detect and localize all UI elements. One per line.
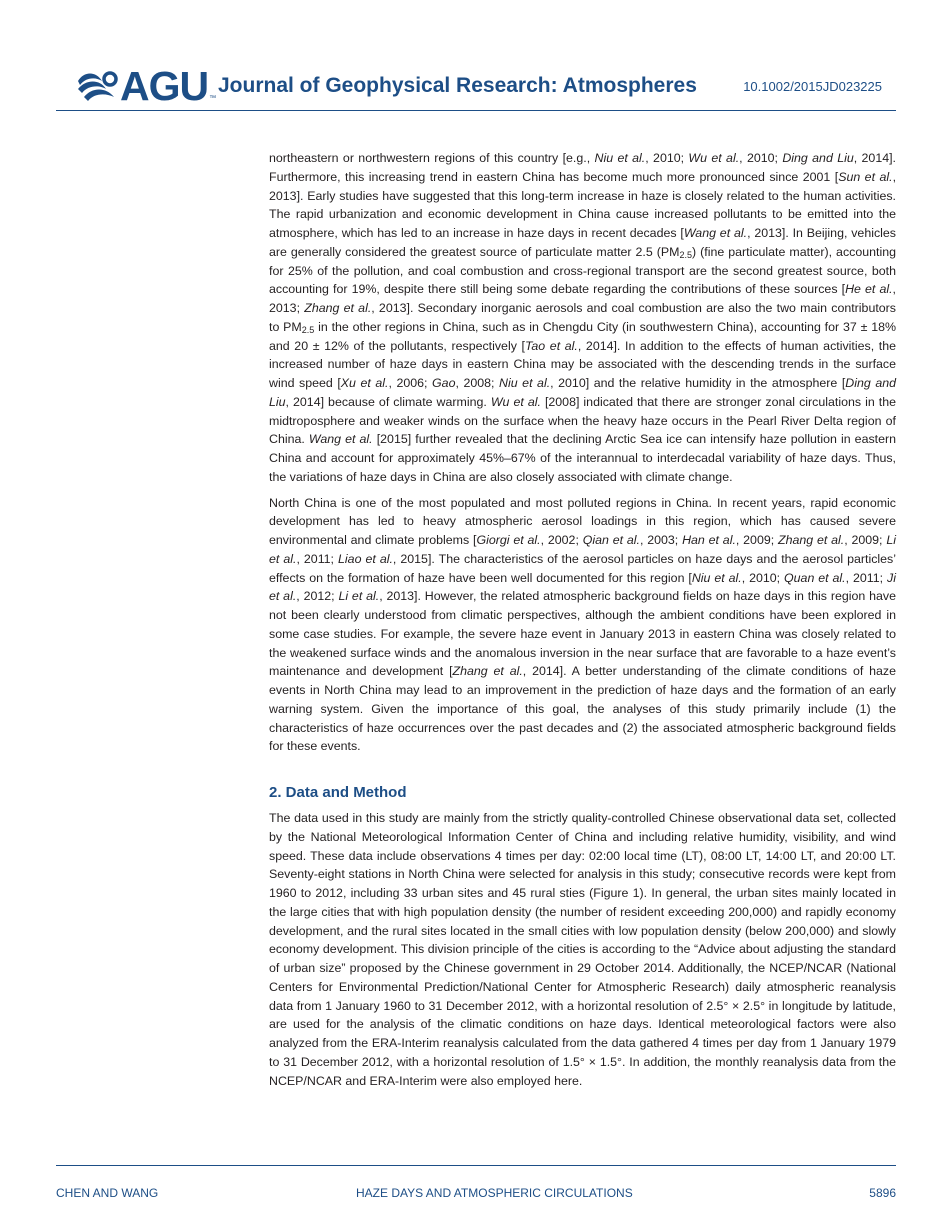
- citation-author: Zhang et al.: [304, 301, 372, 315]
- logo-wordmark: AGU: [120, 63, 209, 109]
- citation-author: Han et al.: [682, 533, 736, 547]
- citation-author: Wu et al.: [688, 151, 740, 165]
- page-header: [56, 60, 896, 112]
- citation-author: Wang et al.: [683, 226, 748, 240]
- doi-link[interactable]: 10.1002/2015JD023225: [743, 79, 882, 94]
- citation-author: Ji et al.: [269, 570, 896, 604]
- citation-author: Quan et al.: [784, 570, 846, 585]
- footer-running-title: HAZE DAYS AND ATMOSPHERIC CIRCULATIONS: [356, 1186, 633, 1200]
- citation-author: Liao et al.: [338, 551, 393, 566]
- citation-author: Niu et al.: [691, 570, 742, 585]
- citation-author: Wang et al.: [308, 432, 373, 447]
- subscript: 2.5: [679, 249, 692, 260]
- paragraph: The data used in this study are mainly from the strictly quality-controlled Chinese observational data set, collected by the National Meteorological Information Center of China and including relative humidity, visibility, and wind speed. These data include observations 4 times per day: 02:00 local time (LT), 08:00 LT, 14:00 LT, and 20:00 LT. Seventy-eight stations in North China were selected for analysis in this study; consecutive records were kept from 1960 to 2012, including 33 urban sites and 45 rural sties (Figure 1). In general, the urban sites mainly located in the large cities that with high population density (the number of resident exceeding 200,000) and rapidly economy development, and the rural sites located in the small cities with low population density (below 200,000) and slowly economy development. This division principle of the cities is according to the “Advice about adjusting the standard of urban size” proposed by the Chinese government in 29 October 2014. Additionally, the NCEP/NCAR (National Centers for Environmental Prediction/National Center for Atmospheric Research) daily atmospheric reanalysis data from 1 January 1960 to 31 December 2012, with a horizontal resolution of 2.5° × 2.5° in longitude by latitude, are used for the analysis of the climatic conditions on haze days. Identical meteorological factors were also analyzed from the ERA-Interim reanalysis calculated from the data gathered 4 times per day from 1 January 1979 to 31 December 2012, with a horizontal resolution of 1.5° × 1.5°. In addition, the monthly reanalysis data from the NCEP/NCAR and ERA-Interim were also employed here.: [269, 811, 896, 1088]
- footer-page-number: 5896: [869, 1186, 896, 1200]
- citation-author: Wu et al.: [490, 394, 541, 409]
- citation-author: Niu et al.: [594, 151, 646, 165]
- logo-trademark: ™: [209, 95, 217, 102]
- article-body: [269, 149, 896, 1090]
- citation-author: Xu et al.: [340, 376, 389, 390]
- citation-author: He et al.: [845, 282, 893, 297]
- citation-author: Sun et al.: [838, 169, 893, 184]
- paragraph: North China is one of the most populated and most polluted regions in China. In recent years, rapid economic development has led to heavy atmospheric aerosol loadings in this region, which has caused severe environmental and climate problems [Giorgi et al., 2002; Qian et al., 2003; Han et al., 2009; Zhang et al., 2009; Li et al., 2011; Liao et al., 2015]. The characteristics of the aerosol particles on haze days and the aerosol particles’ effects on the formation of haze have been well documented for this region [Niu et al., 2010; Quan et al., 2011; Ji et al., 2012; Li et al., 2013]. However, the related atmospheric background fields on haze days in this region have not been clearly understood from climatic perspectives, although the ambient conditions have been explored in some case studies. For example, the severe haze event in January 2013 in eastern China was closely related to the weakened surface winds and the anomalous inversion in the near surface that are favorable to a haze event’s maintenance and development [Zhang et al., 2014]. A better understanding of the climate conditions of haze events in North China may lead to an improvement in the prediction of haze days and the formation of an early warning system. Given the importance of this goal, the analyses of this study primarily include (1) the characteristics of haze occurrences over the past decades and (2) the associated atmospheric background fields for these events.: [269, 495, 896, 754]
- subscript: 2.5: [301, 324, 315, 335]
- citation-author: Gao: [432, 376, 456, 390]
- footer-divider: [56, 1165, 896, 1166]
- header-divider: [56, 110, 896, 111]
- agu-emblem-icon: [74, 67, 118, 105]
- paragraph: northeastern or northwestern regions of this country [e.g., Niu et al., 2010; Wu et al., 2010; Ding and Liu, 2014]. Furthermore, this increasing trend in eastern China has become much more pronounced since 2001 [Sun et al., 2013]. Early studies have suggested that this long-term increase in haze is closely related to the human activities. The rapid urbanization and economic development in China cause increased pollutants to be emitted into the atmosphere, which has led to an increase in haze days in recent decades [Wang et al., 2013]. In Beijing, vehicles are generally considered the greatest source of particulate matter 2.5 $(PM_{2.5})$ (fine particulate matter), accounting for 25% of the pollution, and coal combustion and cross-regional transport are the second greatest source, both accounting for 19%, despite there still being some debate regarding the contributions of these sources [He et al., 2013; Zhang et al., 2013]. Secondary inorganic aerosols and coal combustion are also the two main contributors to $PM_{2.5}$ in the other regions in China, such as in Chengdu City (in southwestern China), accounting for 37 ± 18% and 20 ± 12% of the pollutants, respectively [Tao et al., 2014]. In addition to the effects of human activities, the increased number of haze days in eastern China may be associated with the descending trends in the surface wind speed [Xu et al., 2006; Gao, 2008; Niu et al., 2010] and the relative humidity in the atmosphere [Ding and Liu, 2014] because of climate warming. Wu et al. [2008] indicated that there are stronger zonal circulations in the midtroposphere and weaker winds on the surface when the heavy haze occurs in the Pearl River Delta region of China. Wang et al. [2015] further revealed that the declining Arctic Sea ice can intensify haze pollution in eastern China and account for approximately 45%–67% of the interannual to interdecadal variability of haze days. Thus, the variations of haze days in China are also closely associated with climate change.: [269, 151, 897, 484]
- citation-author: Ding and Liu: [269, 376, 897, 409]
- section-heading: 2. Data and Method: [269, 784, 407, 801]
- citation-author: Li et al.: [338, 589, 380, 604]
- citation-author: Giorgi et al.: [476, 533, 541, 547]
- citation-author: Zhang et al.: [778, 533, 845, 547]
- citation-author: Ding and Liu: [782, 151, 854, 165]
- citation-author: Niu et al.: [499, 376, 551, 390]
- citation-author: Tao et al.: [524, 338, 578, 353]
- agu-logo: [74, 63, 217, 109]
- footer-authors: CHEN AND WANG: [56, 1186, 159, 1200]
- citation-author: Zhang et al.: [452, 664, 523, 679]
- journal-title: Journal of Geophysical Research: Atmospheres: [218, 74, 697, 97]
- citation-author: Li et al.: [269, 533, 896, 566]
- citation-author: Qian et al.: [582, 533, 640, 547]
